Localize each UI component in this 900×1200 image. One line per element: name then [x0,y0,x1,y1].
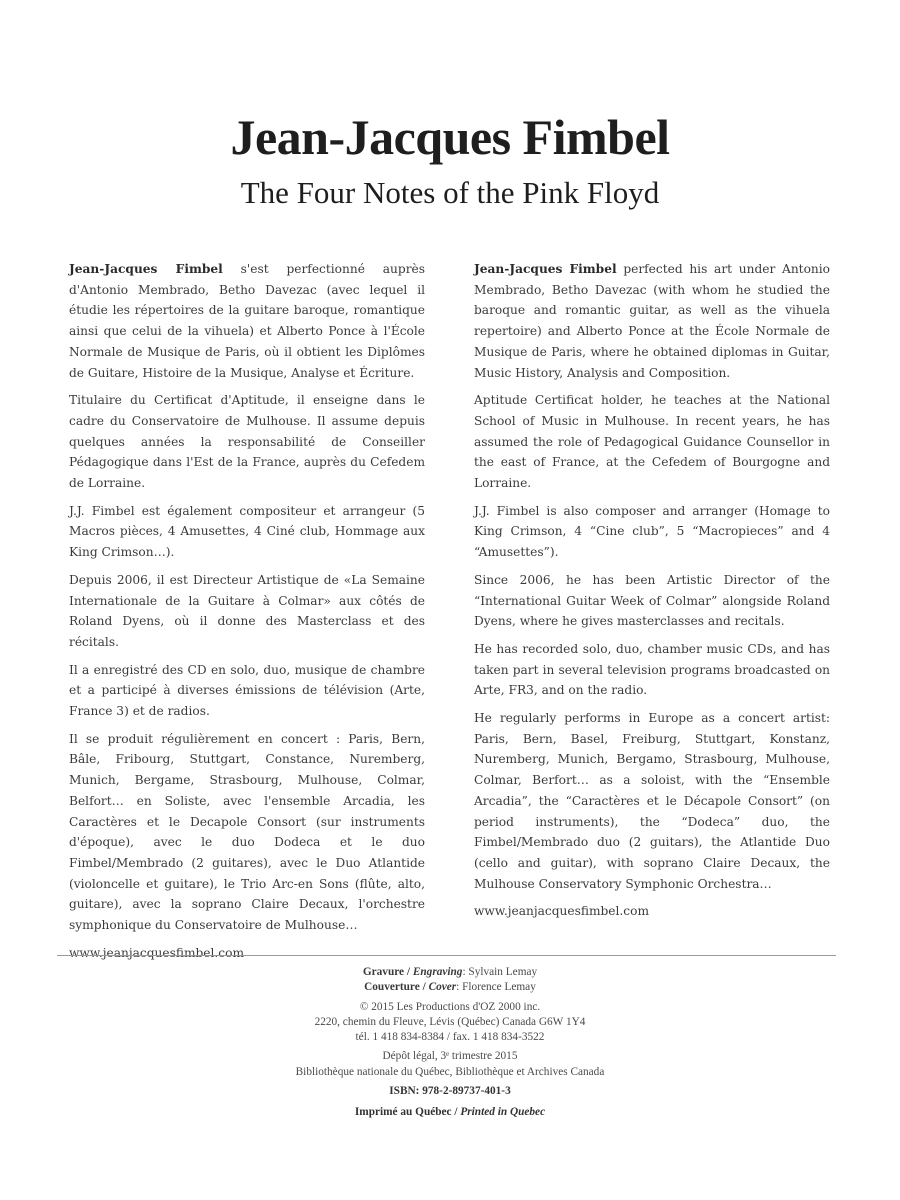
biography-french [69,259,425,964]
bio-paragraph: Jean-Jacques Fimbel s'est perfectionné auprès d'Antonio Membrado, Betho Davezac (avec lequel il étudie les répertoires de la guitare baroque, romantique ainsi que celui de la vihuela) et Alberto Ponce à l'École Normale de Musique de Paris, où il obtient les Diplômes de Guitare, Histoire de la Musique, Analyse et Écriture. [69,262,425,380]
bio-paragraph: Il a enregistré des CD en solo, duo, musique de chambre et a participé à diverses émissions de télévision (Arte, France 3) et de radios. [69,662,425,719]
work-title: The Four Notes of the Pink Floyd [240,175,660,210]
bio-paragraph: Aptitude Certificat holder, he teaches at the National School of Music in Mulhouse. In recent years, he has assumed the role of Pedagogical Guidance Counsellor in the east of France, at the Cefedem of Bourgogne and Lorraine. [474,393,830,491]
colophon [0,965,900,1121]
bio-lead-name: Jean-Jacques Fimbel [69,262,223,276]
website-link[interactable]: www.jeanjacquesfimbel.com [474,904,650,919]
bio-paragraph: J.J. Fimbel est également compositeur et arrangeur (5 Macros pièces, 4 Amusettes, 4 Ciné club, Hommage aux King Crimson…). [69,503,425,560]
bio-lead-name: Jean-Jacques Fimbel [474,262,617,276]
website-link[interactable]: www.jeanjacquesfimbel.com [69,945,245,960]
legal-deposit-block [0,1049,900,1080]
bio-paragraph: He regularly performs in Europe as a concert artist: Paris, Bern, Basel, Freiburg, Stuttgart, Konstanz, Nuremberg, Munich, Bergamo, Strasbourg, Mulhouse, Colmar, Berfort… as a soloist, with the “Ensemble Arcadia”, the “Caractères et le Décapole Consort” (on period instruments), the “Dodeca” duo, the Fimbel/Membrado duo (2 guitars), the Atlantide Duo (cello and guitar), with soprano Claire Decaux, the Mulhouse Conservatory Symphonic Orchestra… [474,711,830,891]
cover-credit: Couverture / Cover: Florence Lemay [364,981,536,994]
legal-deposit: Dépôt légal, 3ᵉ trimestre 2015 [382,1050,518,1063]
author-name: Jean-Jacques Fimbel [230,109,670,165]
bio-paragraph: Il se produit régulièrement en concert : Paris, Bern, Bâle, Fribourg, Stuttgart, Constance, Nuremberg, Munich, Bergame, Strasbourg, Mulhouse, Colmar, Belfort… en Soliste, avec l'ensemble Arcadia, les Caractères et le Decapole Consort (sur instruments d'époque), avec le duo Dodeca et le duo Fimbel/Membrado (2 guitares), avec le Duo Atlantide (violoncelle et guitare), le Trio Arc-en Sons (flûte, alto, guitare), avec la soprano Claire Decaux, l'orchestre symphonique du Conservatoire de Mulhouse… [69,731,425,933]
bio-paragraph: J.J. Fimbel is also composer and arranger (Homage to King Crimson, 4 “Cine club”, 5 “Macropieces” and 4 “Amusettes”). [474,503,830,560]
printed-in: Imprimé au Québec / Printed in Quebec [354,1106,546,1119]
publisher-address: 2220, chemin du Fleuve, Lévis (Québec) Canada G6W 1Y4 [314,1015,586,1028]
bio-paragraph: Since 2006, he has been Artistic Director of the “International Guitar Week of Colmar” alongside Roland Dyens, where he gives masterclasses and recitals. [474,572,830,629]
publisher-block [0,1000,900,1046]
divider [57,955,836,956]
libraries: Bibliothèque nationale du Québec, Bibliothèque et Archives Canada [295,1065,605,1078]
bio-paragraph: Jean-Jacques Fimbel perfected his art under Antonio Membrado, Betho Davezac (with whom he studied the baroque and romantic guitar, as well as the vihuela repertoire) and Alberto Ponce at the École Normale de Musique de Paris, where he obtained diplomas in Guitar, Music History, Analysis and Composition. [474,262,830,380]
bio-paragraph: He has recorded solo, duo, chamber music CDs, and has taken part in several television programs broadcasted on Arte, FR3, and on the radio. [474,641,830,698]
copyright: © 2015 Les Productions d'OZ 2000 inc. [359,1000,541,1013]
isbn: ISBN: 978-2-89737-401-3 [389,1085,511,1098]
bio-paragraph: Depuis 2006, il est Directeur Artistique de «La Semaine Internationale de la Guitare à Colmar» aux côtés de Roland Dyens, où il donne des Masterclass et des récitals. [69,572,425,649]
publisher-contact: tél. 1 418 834-8384 / fax. 1 418 834-3522 [355,1031,545,1044]
credits-block [0,965,900,996]
bio-paragraph: Titulaire du Certificat d'Aptitude, il enseigne dans le cadre du Conservatoire de Mulhouse. Il assume depuis quelques années la responsabilité de Conseiller Pédagogique dans l'Est de la France, auprès du Cefedem de Lorraine. [69,393,425,491]
biography-english [474,259,830,922]
engraving-credit: Gravure / Engraving: Sylvain Lemay [362,966,538,978]
